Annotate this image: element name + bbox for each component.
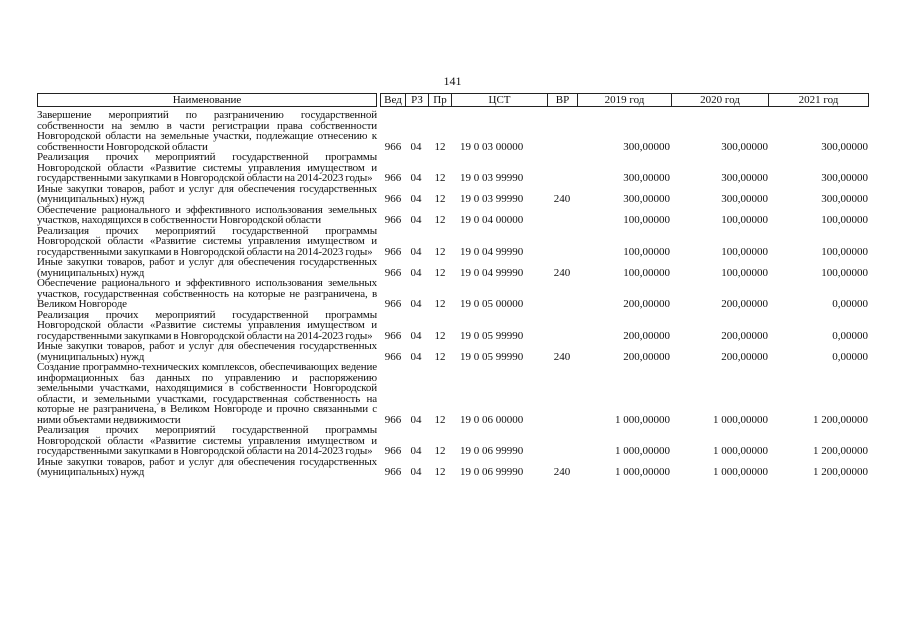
cell-ved: 966 [384, 266, 402, 279]
cell-ved: 966 [384, 413, 402, 426]
cell-2021: 300,00000 [821, 193, 868, 205]
cell-cst: 19 0 05 99990 [460, 329, 524, 342]
header-2019: 2019 год [577, 93, 672, 107]
cell-rz: 04 [410, 350, 422, 363]
cell-name: Обеспечение рационального и эффективного использования земельных участков, находящихся в собственности Новгородской области [37, 203, 377, 226]
cell-pr: 12 [434, 140, 446, 153]
table-row [37, 184, 869, 205]
cell-2020: 100,00000 [721, 245, 768, 258]
cell-2021: 100,00000 [821, 245, 868, 258]
cell-name: Иные закупки товаров, работ и услуг для обеспечения государственных (муниципальных) нужд [37, 182, 377, 205]
cell-pr: 12 [434, 172, 446, 184]
cell-cst: 19 0 04 99990 [460, 245, 524, 258]
cell-ved: 966 [384, 350, 402, 363]
header-2021: 2021 год [768, 93, 869, 107]
cell-name: Иные закупки товаров, работ и услуг для обеспечения государственных (муниципальных) нужд [37, 256, 377, 279]
cell-cst: 19 0 06 99990 [460, 466, 524, 478]
cell-ved: 966 [384, 172, 402, 184]
cell-rz: 04 [410, 245, 422, 258]
cell-2019: 300,00000 [623, 193, 670, 205]
cell-name: Реализация прочих мероприятий государственной программы Новгородской области «Развитие системы управления имуществом и государственными закупками в Новгородской области на 2014-2023 годы» [37, 308, 377, 342]
cell-2019: 200,00000 [623, 298, 670, 310]
cell-2019: 200,00000 [623, 350, 670, 363]
cell-name: Обеспечение рационального и эффективного использования земельных участков, государственная собственность на которые не разграничена, в Великом Новгороде [37, 277, 377, 310]
table-row [37, 457, 869, 478]
cell-pr: 12 [434, 445, 446, 457]
cell-rz: 04 [410, 466, 422, 478]
cell-rz: 04 [410, 329, 422, 342]
table-row [37, 257, 869, 278]
cell-ved: 966 [384, 193, 402, 205]
cell-ved: 966 [384, 298, 402, 310]
cell-2021: 1 200,00000 [813, 445, 868, 457]
cell-rz: 04 [410, 214, 422, 226]
cell-vr: 240 [553, 193, 571, 205]
header-2020: 2020 год [671, 93, 769, 107]
cell-ved: 966 [384, 329, 402, 342]
cell-cst: 19 0 03 00000 [460, 140, 524, 153]
table-row [37, 152, 869, 184]
cell-2021: 0,00000 [832, 350, 868, 363]
cell-2021: 0,00000 [832, 329, 868, 342]
cell-2020: 200,00000 [721, 298, 768, 310]
cell-rz: 04 [410, 172, 422, 184]
cell-rz: 04 [410, 193, 422, 205]
cell-2021: 300,00000 [821, 140, 868, 153]
cell-2020: 100,00000 [721, 266, 768, 279]
cell-rz: 04 [410, 445, 422, 457]
header-rz: РЗ [405, 93, 429, 107]
cell-rz: 04 [410, 140, 422, 153]
cell-pr: 12 [434, 193, 446, 205]
cell-pr: 12 [434, 466, 446, 478]
cell-name: Реализация прочих мероприятий государственной программы Новгородской области «Развитие системы управления имуществом и государственными закупками в Новгородской области на 2014-2023 годы» [37, 224, 377, 258]
cell-rz: 04 [410, 266, 422, 279]
cell-name: Иные закупки товаров, работ и услуг для обеспечения государственных (муниципальных) нужд [37, 340, 377, 363]
table-row [37, 425, 869, 457]
cell-pr: 12 [434, 298, 446, 310]
cell-cst: 19 0 06 99990 [460, 445, 524, 457]
cell-2019: 1 000,00000 [615, 466, 670, 478]
table-row [37, 110, 869, 152]
cell-ved: 966 [384, 445, 402, 457]
cell-cst: 19 0 05 00000 [460, 298, 524, 310]
cell-2019: 300,00000 [623, 172, 670, 184]
cell-2021: 100,00000 [821, 214, 868, 226]
cell-pr: 12 [434, 245, 446, 258]
cell-name: Иные закупки товаров, работ и услуг для обеспечения государственных (муниципальных) нужд [37, 455, 377, 478]
cell-2020: 1 000,00000 [713, 466, 768, 478]
cell-cst: 19 0 03 99990 [460, 172, 524, 184]
cell-vr: 240 [553, 350, 571, 363]
cell-2019: 100,00000 [623, 245, 670, 258]
cell-vr: 240 [553, 266, 571, 279]
table-body [37, 110, 869, 478]
cell-rz: 04 [410, 298, 422, 310]
header-pr: Пр [428, 93, 452, 107]
cell-ved: 966 [384, 214, 402, 226]
table-row [37, 310, 869, 342]
cell-vr: 240 [553, 466, 571, 478]
cell-pr: 12 [434, 329, 446, 342]
table-row [37, 278, 869, 310]
cell-2020: 100,00000 [721, 214, 768, 226]
table-row [37, 341, 869, 362]
cell-2021: 1 200,00000 [813, 413, 868, 426]
cell-pr: 12 [434, 350, 446, 363]
cell-2020: 300,00000 [721, 140, 768, 153]
cell-2020: 300,00000 [721, 172, 768, 184]
header-vr: ВР [547, 93, 578, 107]
header-name: Наименование [37, 93, 377, 107]
table-row [37, 226, 869, 258]
cell-2020: 1 000,00000 [713, 445, 768, 457]
cell-2021: 0,00000 [832, 298, 868, 310]
cell-name: Реализация прочих мероприятий государственной программы Новгородской области «Развитие системы управления имуществом и государственными закупками в Новгородской области на 2014-2023 годы» [37, 151, 377, 184]
cell-2019: 100,00000 [623, 214, 670, 226]
cell-2020: 200,00000 [721, 329, 768, 342]
cell-cst: 19 0 03 99990 [460, 193, 524, 205]
cell-pr: 12 [434, 413, 446, 426]
cell-cst: 19 0 04 99990 [460, 266, 524, 279]
cell-2019: 1 000,00000 [615, 445, 670, 457]
cell-name: Создание программно-технических комплексов, обеспечивающих ведение информационных баз данных по управлению и распоряжению земельными участками, находящимися в собственности Новгородской области, и земельными участками, государственная собственность на которые не разграничена, в Великом Новгороде и прочно связанными с ними объектами недвижимости [37, 361, 377, 426]
cell-2019: 1 000,00000 [615, 413, 670, 426]
cell-2020: 300,00000 [721, 193, 768, 205]
cell-2021: 300,00000 [821, 172, 868, 184]
cell-name: Завершение мероприятий по разграничению государственной собственности на землю в части регистрации права собственности Новгородской области на земельные участки, подлежащие отнесению к собственности Новгородской области [37, 109, 377, 153]
cell-2019: 200,00000 [623, 329, 670, 342]
cell-2020: 200,00000 [721, 350, 768, 363]
header-ved: Вед [380, 93, 406, 107]
table-row [37, 205, 869, 226]
cell-ved: 966 [384, 140, 402, 153]
cell-rz: 04 [410, 413, 422, 426]
cell-cst: 19 0 05 99990 [460, 350, 524, 363]
page-number: 141 [443, 74, 462, 88]
cell-2021: 1 200,00000 [813, 466, 868, 478]
cell-pr: 12 [434, 214, 446, 226]
cell-cst: 19 0 06 00000 [460, 413, 524, 426]
cell-2019: 300,00000 [623, 140, 670, 153]
header-cst: ЦСТ [451, 93, 548, 107]
cell-2020: 1 000,00000 [713, 413, 768, 426]
cell-2019: 100,00000 [623, 266, 670, 279]
table-row [37, 362, 869, 425]
cell-cst: 19 0 04 00000 [460, 214, 524, 226]
cell-2021: 100,00000 [821, 266, 868, 279]
cell-ved: 966 [384, 245, 402, 258]
cell-pr: 12 [434, 266, 446, 279]
cell-ved: 966 [384, 466, 402, 478]
cell-name: Реализация прочих мероприятий государственной программы Новгородской области «Развитие системы управления имуществом и государственными закупками в Новгородской области на 2014-2023 годы» [37, 424, 377, 457]
table-header [37, 93, 869, 108]
